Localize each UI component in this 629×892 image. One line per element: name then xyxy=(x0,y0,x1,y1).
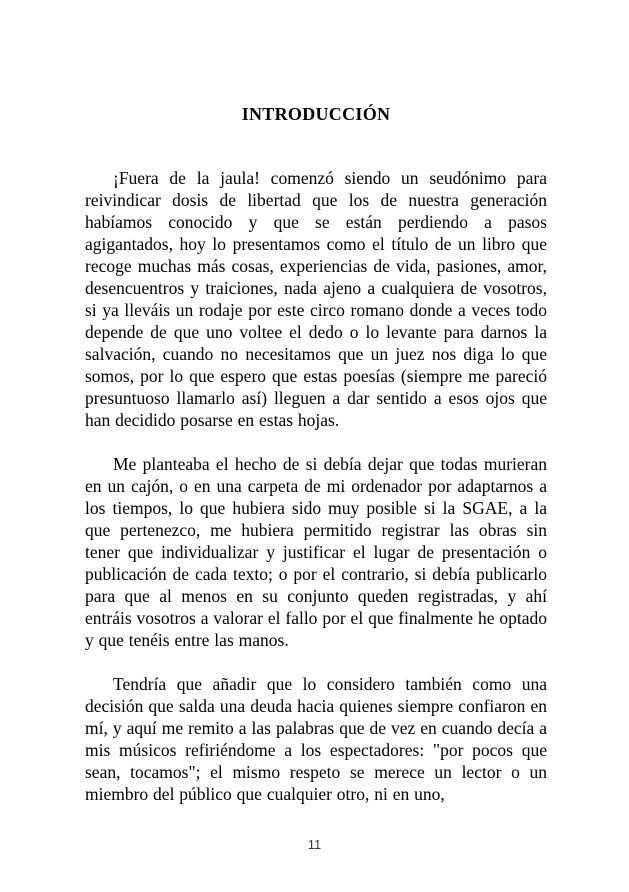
body-paragraph: Me planteaba el hecho de si debía dejar que todas murieran en un cajón, o en una carpeta de mi ordenador por adaptarnos a los tiempos, lo que hubiera sido muy posible si la SGAE, a la que pertenezco, me hubiera permitido registrar las obras sin tener que individualizar y justificar el lugar de presentación o publicación de cada texto; o por el contrario, si debía publicarlo para que al menos en su conjunto queden registradas, y ahí entráis vosotros a valorar el fallo por el que finalmente he optado y que tenéis entre las manos. xyxy=(85,454,547,650)
page-number: 11 xyxy=(307,837,322,852)
body-paragraph: Tendría que añadir que lo considero también como una decisión que salda una deuda hacia quienes siempre confiaron en mí, y aquí me remito a las palabras que de vez en cuando decía a mis músicos refiriéndome a los espectadores: "por pocos que sean, tocamos"; el mismo respeto se merece un lector o un miembro del público que cualquier otro, ni en uno, xyxy=(85,674,547,804)
body-paragraph: ¡Fuera de la jaula! comenzó siendo un seudónimo para reivindicar dosis de libertad que los de nuestra generación habíamos conocido y que se están perdiendo a pasos agigantados, hoy lo presentamos como el título de un libro que recoge muchas más cosas, experiencias de vida, pasiones, amor, desencuentros y traiciones, nada ajeno a cualquiera de vosotros, si ya lleváis un rodaje por este circo romano donde a veces todo depende de que uno voltee el dedo o lo levante para darnos la salvación, cuando no necesitamos que un juez nos diga lo que somos, por lo que espero que estas poesías (siempre me pareció presuntuoso llamarlo así) lleguen a dar sentido a esos ojos que han decidido posarse en estas hojas. xyxy=(85,168,547,430)
page-content xyxy=(85,103,547,827)
page-title: INTRODUCCIÓN xyxy=(241,104,391,124)
